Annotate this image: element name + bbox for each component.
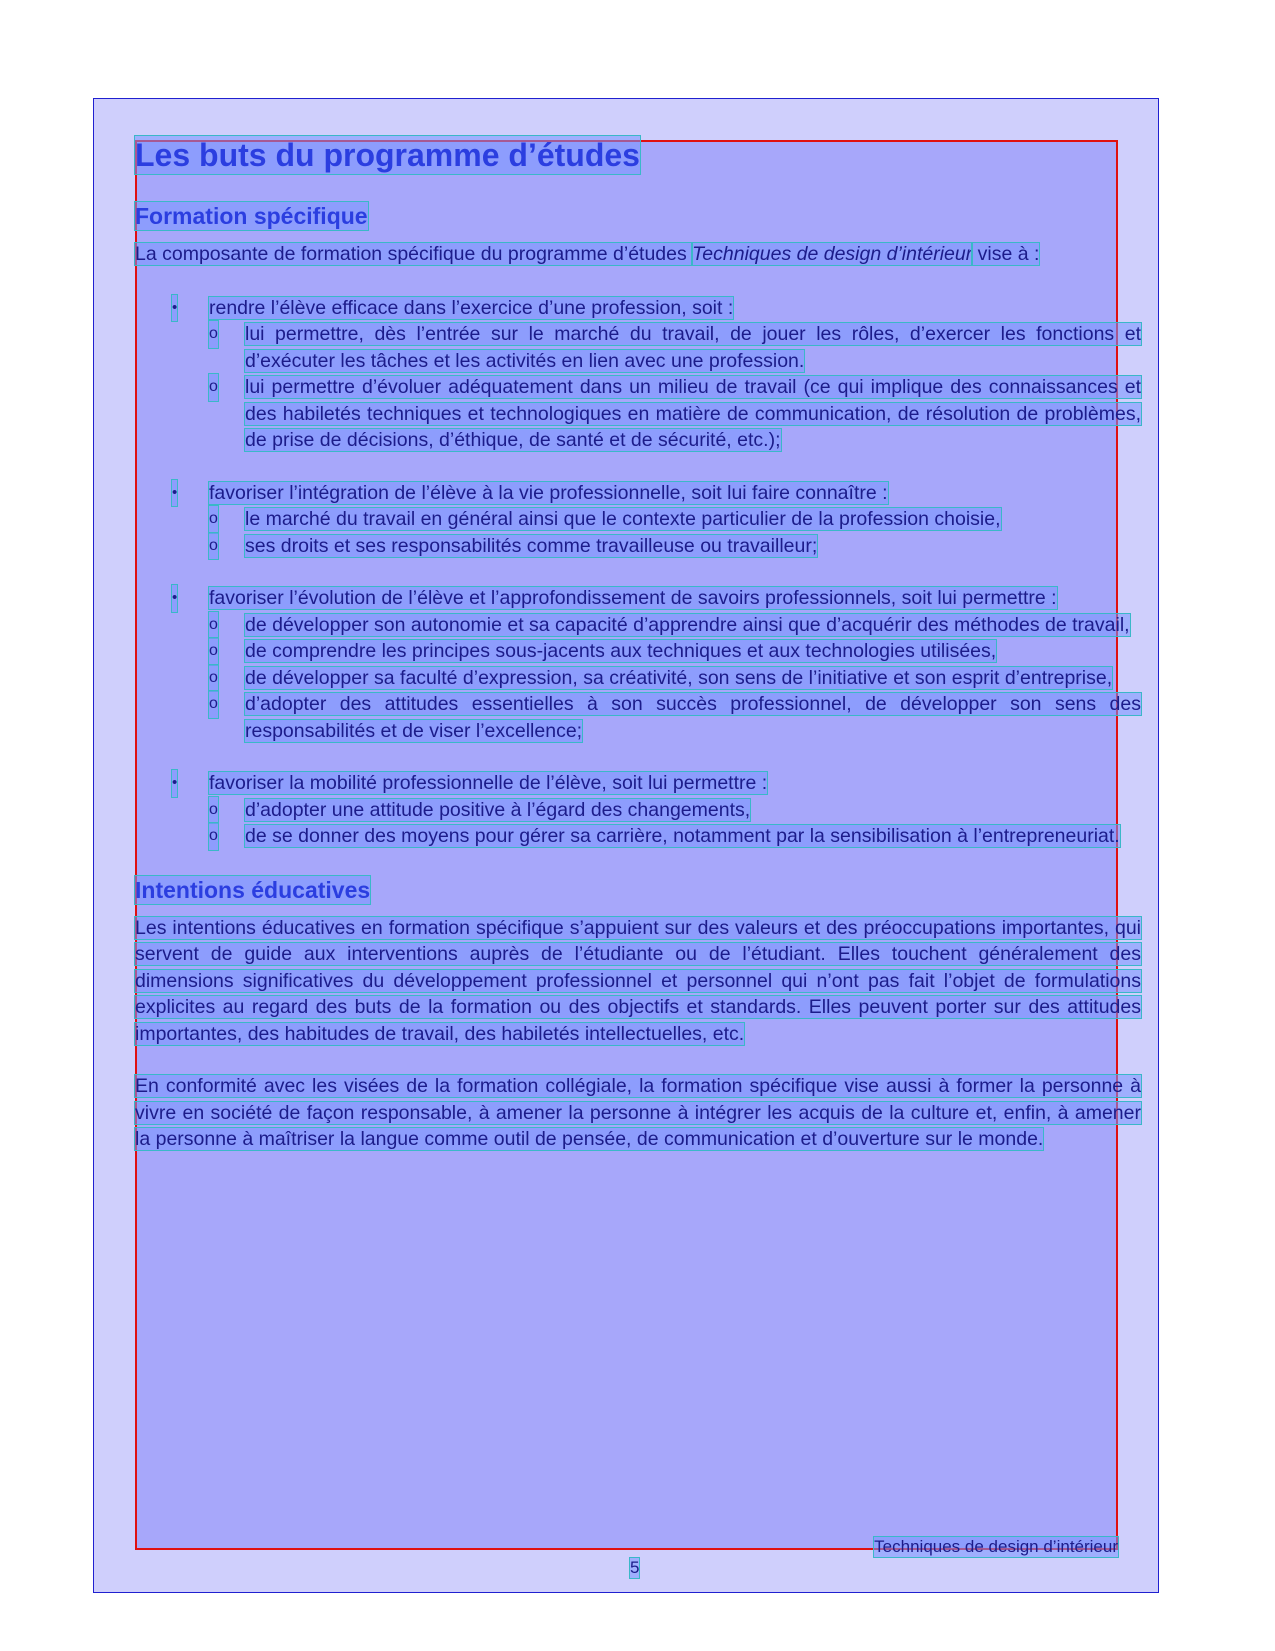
sub-goal-item — [209, 374, 1141, 454]
goal-item — [135, 585, 1141, 744]
sub-goal-item — [209, 612, 1141, 639]
goal-text: rendre l’élève efficace dans l’exercice d’une profession, soit : — [209, 296, 734, 319]
bullet-icon: • — [172, 770, 177, 797]
sub-goal-text: ses droits et ses responsabilités comme travailleuse ou travailleur; — [245, 534, 818, 557]
sub-goal-text: d’adopter une attitude positive à l’égard des changements, — [245, 798, 751, 821]
goal-text: favoriser la mobilité professionnelle de l’élève, soit lui permettre : — [209, 772, 768, 794]
footer-program-title: Techniques de design d’intérieur — [874, 1537, 1118, 1556]
circle-bullet-icon: o — [209, 665, 218, 692]
sub-goal-text: de développer sa faculté d’expression, sa créativité, son sens de l’initiative et son esprit d’entreprise, — [245, 666, 1113, 689]
document-body — [135, 136, 1141, 1153]
sub-goal-list — [209, 321, 1141, 454]
circle-bullet-icon: o — [209, 797, 218, 824]
sub-goal-item — [209, 533, 1141, 560]
intro-paragraph — [135, 241, 1141, 268]
circle-bullet-icon: o — [209, 506, 218, 533]
bullet-icon: • — [172, 585, 177, 612]
intentions-paragraph-1 — [135, 915, 1141, 1048]
sub-goal-text: de développer son autonomie et sa capacité d’apprendre ainsi que d’acquérir des méthodes de travail, — [245, 613, 1130, 636]
circle-bullet-icon: o — [209, 321, 218, 348]
goal-item — [135, 770, 1141, 850]
intro-program-name: Techniques de design d’intérieur — [692, 243, 973, 265]
goal-text: favoriser l’évolution de l’élève et l’approfondissement de savoirs professionnels, soit lui permettre : — [209, 587, 1057, 609]
intro-text-after: vise à : — [972, 243, 1040, 265]
sub-goal-item — [209, 638, 1141, 665]
circle-bullet-icon: o — [209, 533, 218, 560]
sub-goal-item — [209, 321, 1141, 374]
goals-list — [135, 295, 1141, 850]
intentions-paragraph-2 — [135, 1073, 1141, 1153]
sub-goal-text: le marché du travail en général ainsi que le contexte particulier de la profession choisie, — [245, 508, 1001, 530]
intentions-paragraph-1-text: Les intentions éducatives en formation spécifique s’appuient sur des valeurs et des préoccupations importantes, qui servent de guide aux interventions auprès de l’étudiante ou de l’étudiant. Elles touchent généralement des dimensions significatives du développement professionnel et personnel qui n’ont pas fait l’objet de formulations explicites au regard des buts de la formation ou des objectifs et standards. Elles peuvent porter sur des attitudes importantes, des habitudes de travail, des habiletés intellectuelles, etc. — [135, 916, 1141, 1045]
intro-text-before: La composante de formation spécifique du programme d’études — [135, 243, 693, 265]
sub-goal-list — [209, 506, 1141, 559]
circle-bullet-icon: o — [209, 823, 218, 850]
sub-goal-text: de comprendre les principes sous-jacents aux techniques et aux technologies utilisées, — [245, 640, 997, 662]
goal-item — [135, 295, 1141, 454]
section-heading-intentions: Intentions éducatives — [135, 876, 371, 903]
sub-goal-text: lui permettre, dès l’entrée sur le marché du travail, de jouer les rôles, d’exercer les fonctions et d’exécuter les tâches et les activités en lien avec une profession. — [245, 323, 1141, 372]
goal-text: favoriser l’intégration de l’élève à la vie professionnelle, soit lui faire connaître : — [209, 481, 888, 504]
sub-goal-text: d’adopter des attitudes essentielles à son succès professionnel, de développer son sens des responsabilités et de viser l’excellence; — [245, 693, 1141, 742]
page-number: 5 — [630, 1558, 640, 1577]
sub-goal-list — [209, 797, 1141, 850]
bullet-icon: • — [172, 295, 177, 322]
intentions-paragraph-2-text: En conformité avec les visées de la formation collégiale, la formation spécifique vise aussi à former la personne à vivre en société de façon responsable, à amener la personne à intégrer les acquis de la culture et, enfin, à amener la personne à maîtriser la langue comme outil de pensée, de communication et d’ouverture sur le monde. — [135, 1075, 1141, 1150]
bullet-icon: • — [172, 480, 177, 507]
sub-goal-list — [209, 612, 1141, 745]
circle-bullet-icon: o — [209, 374, 218, 401]
sub-goal-item — [209, 691, 1141, 744]
goal-item — [135, 480, 1141, 560]
sub-goal-text: de se donner des moyens pour gérer sa carrière, notamment par la sensibilisation à l’entrepreneuriat. — [245, 825, 1120, 847]
circle-bullet-icon: o — [209, 691, 218, 718]
sub-goal-item — [209, 823, 1141, 850]
circle-bullet-icon: o — [209, 638, 218, 665]
section-heading-formation: Formation spécifique — [135, 203, 368, 229]
sub-goal-item — [209, 797, 1141, 824]
circle-bullet-icon: o — [209, 612, 218, 639]
sub-goal-item — [209, 665, 1141, 692]
sub-goal-text: lui permettre d’évoluer adéquatement dans un milieu de travail (ce qui implique des connaissances et des habiletés techniques et technologiques en matière de communication, de résolution de problèmes, de prise de décisions, d’éthique, de santé et de sécurité, etc.); — [245, 376, 1141, 451]
page-title: Les buts du programme d’études — [135, 137, 640, 173]
sub-goal-item — [209, 506, 1141, 533]
